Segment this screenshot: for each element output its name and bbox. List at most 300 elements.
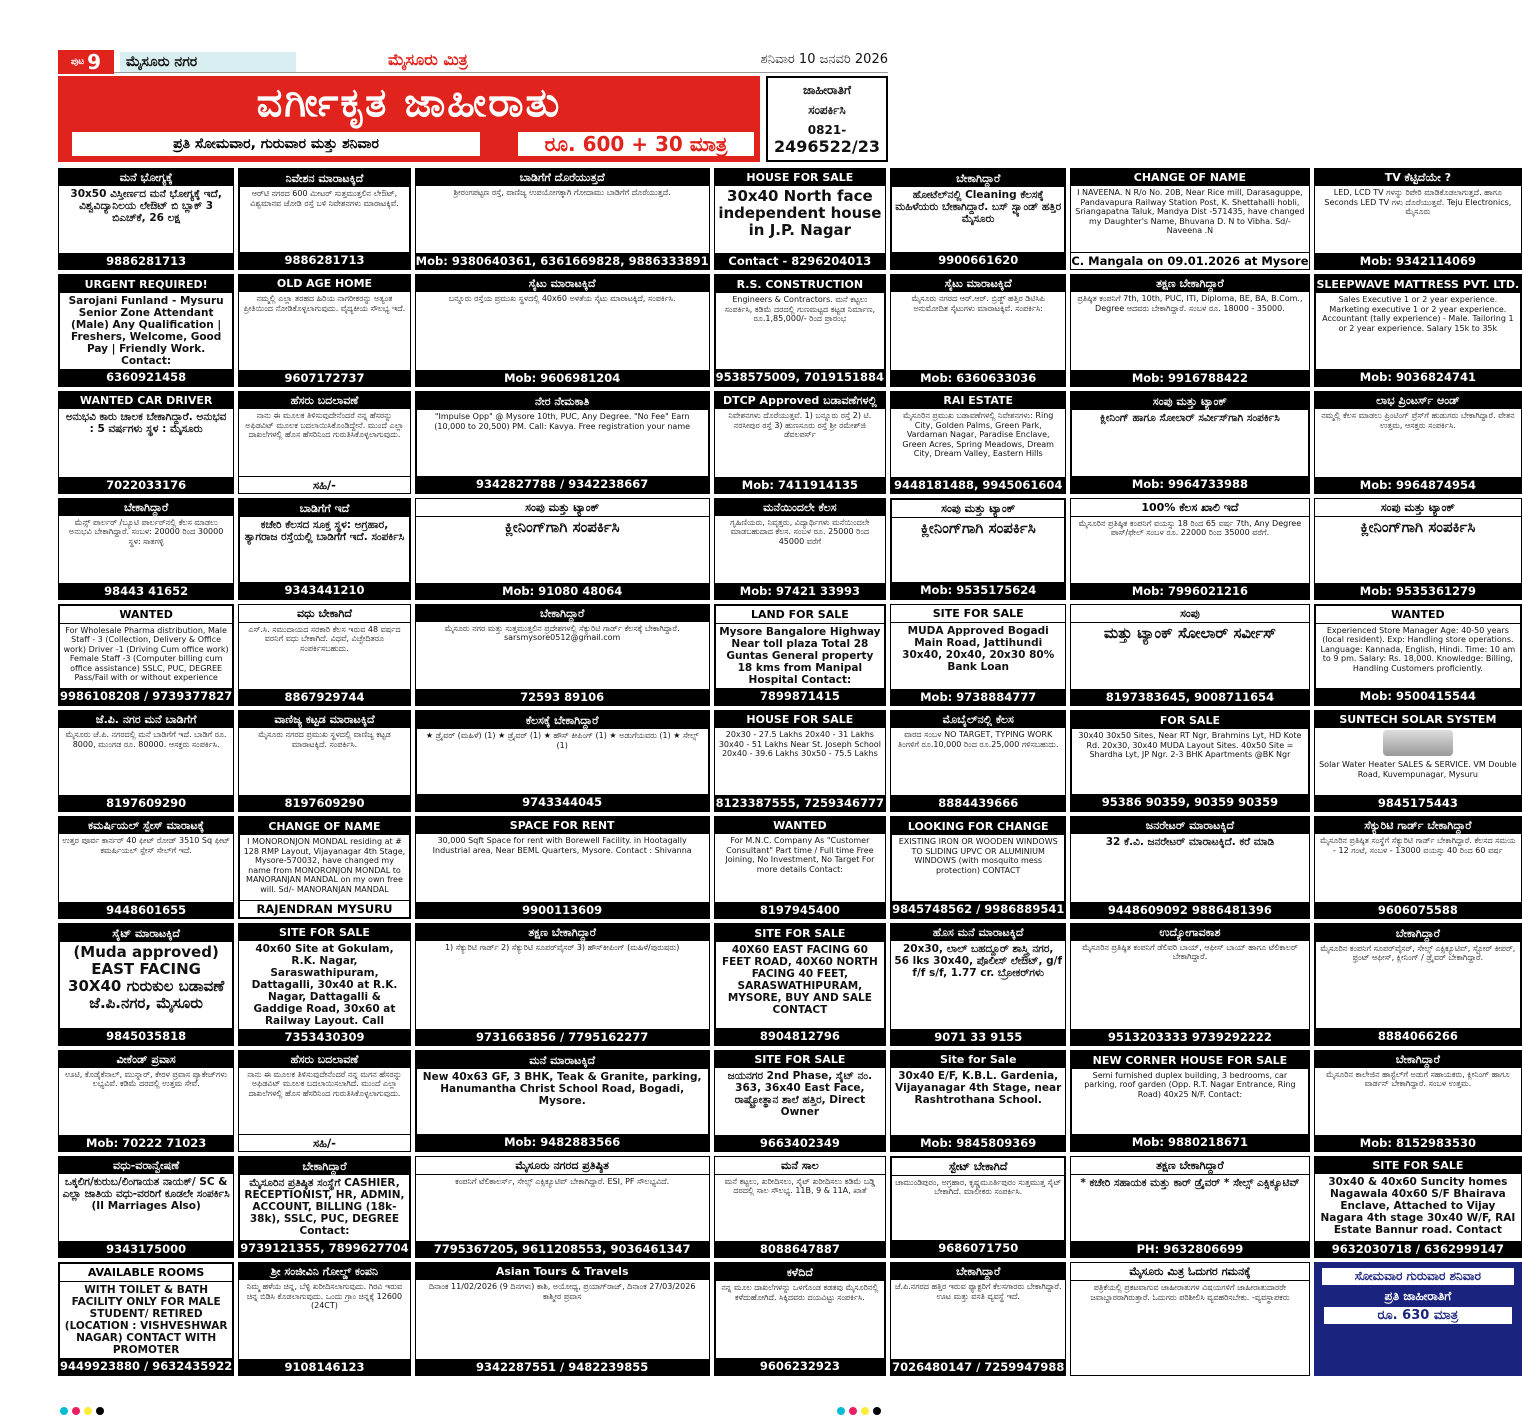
ad-heading: SPACE FOR RENT <box>416 817 709 834</box>
classified-ad <box>890 1262 1066 1376</box>
ad-contact: 95386 90359, 90359 90359 <box>1072 794 1307 810</box>
ad-heading: OLD AGE HOME <box>239 275 409 292</box>
ad-body: ಆರ್‌ಟಿ ನಗರದ 600 ಮೀಟರ್ ಸುತ್ತಮುತ್ತಲಿನ ಲೇಔಟ್, ವಿಶ್ವಮಾನವ ಜೋಡಿ ರಸ್ತೆ ಬಳಿ ನಿವೇಶನಗಳು ಮಾರಾಟಕ್ಕಿವೆ. <box>250 189 399 208</box>
ad-body: 30x50 ವಿಸ್ತೀರ್ಣದ ಮನೆ ಭೋಗ್ಯಕ್ಕೆ ಇದೆ, ವಿಶ್ವವಿದ್ಯಾನಿಲಯ ಲೇಔಟ್ ಬಿ ಬ್ಲಾಕ್ 3 ಬಿಎಚ್‌ಕೆ, 26 ಲಕ್ಷ <box>70 188 222 224</box>
ad-body: ಮೈಸೂರಿನ ಪ್ರಮುಖ ಬಡಾವಣೆಗಳಲ್ಲಿ ನಿವೇಶನಗಳು: Ring City, Golden Palms, Green Park, Vardaman Nagar, Paradise Enclave, Green Acres, Spring Meadows, Dream City, Dream Valley, Eastern Hills <box>902 411 1054 459</box>
classified-ad <box>714 710 886 812</box>
classified-ad <box>58 604 234 706</box>
ad-heading: ಲಾಭ ಪ್ರಿಂಟರ್ಸ್ ಆಂಡ್ <box>1315 392 1522 409</box>
contact-line3: 0821- <box>807 123 847 137</box>
classifieds-grid <box>58 168 1520 1376</box>
ad-contact: 9071 33 9155 <box>891 1029 1065 1045</box>
ad-body: ಉತ್ತರ ಪೂರ್ವ ಕಾರ್ನರ್ 40 ಫೀಟ್ ರೋಡ್ 3510 Sq ಫೀಟ್ ಕಮರ್ಷಿಯಲ್ ಸ್ಪೇಸ್ ಸೇಲ್‌ಗೆ ಇದೆ. <box>62 836 230 855</box>
classified-ad <box>58 498 234 600</box>
promo-subtitle: ಪ್ರತಿ ಜಾಹೀರಾತಿಗೆ <box>1384 1289 1452 1303</box>
classified-ad <box>1314 1050 1522 1152</box>
ad-contact: 72593 89106 <box>416 689 709 705</box>
ad-body: ಕಂಪನಿಗೆ ಟೆಲಿಕಾಲರ್ಸ್, ಸೇಲ್ಸ್ ಎಕ್ಸಿಕ್ಯೂಟಿವ್ ಬೇಕಾಗಿದ್ದಾರೆ. ESI, PF ಸೌಲಭ್ಯವಿದೆ. <box>455 1176 670 1186</box>
ad-body: 1) ಸೆಕ್ಯುರಿಟಿ ಗಾರ್ಡ್ 2) ಸೆಕ್ಯುರಿಟಿ ಸೂಪರ್‌ವೈಸರ್ 3) ಹೌಸ್‌ಕೀಪಿಂಗ್ (ಮಹಿಳೆ/ಪುರುಷರು) <box>444 942 680 952</box>
ad-heading: ಸೈಟ್ ಮಾರಾಟಕ್ಕಿದೆ <box>60 925 232 942</box>
ad-contact: 8088647887 <box>715 1241 885 1257</box>
ad-contact: 8867929744 <box>239 689 409 705</box>
ad-contact: 8197609290 <box>59 795 233 811</box>
ad-heading: RAI ESTATE <box>891 392 1065 409</box>
ad-contact: Mob: 9342114069 <box>1315 253 1522 269</box>
ad-heading: ಸ್ಟೇಟ್ ಬೇಕಾಗಿದೆ <box>892 1158 1064 1176</box>
classified-ad <box>714 498 886 600</box>
ad-heading: SUNTECH SOLAR SYSTEM <box>1315 711 1522 728</box>
ad-heading: ಜನರೇಟರ್ ಮಾರಾಟಕ್ಕಿದೆ <box>1071 817 1308 834</box>
classified-ad <box>415 498 710 600</box>
ad-contact: ಸಹಿ/- <box>239 476 409 493</box>
classified-ad <box>714 1050 886 1152</box>
ad-body: EXISTING IRON OR WOODEN WINDOWS TO SLIDING UPVC OR ALUMINIUM WINDOWS (with mosquito mess protection) CONTACT <box>898 837 1058 875</box>
ad-heading: DTCP Approved ಬಡಾವಣೆಗಳಲ್ಲಿ <box>715 392 885 409</box>
ad-body: ಮೈಸೂರು ನಗರದ ಆರ್.ಆರ್. ಬ್ರಿಡ್ಜ್ ಹತ್ತಿರ ಡಿಟಿಸಿಪಿ ಅನುಮೋದಿತ ಸೈಟುಗಳು ಮಾರಾಟಕ್ಕಿವೆ. ಸಂಪರ್ಕಿಸಿ: <box>911 294 1045 313</box>
ad-body: ಮೈಸೂರು ನಗರದ ಪ್ರಮುಖ ಸ್ಥಳದಲ್ಲಿ ವಾಣಿಜ್ಯ ಕಟ್ಟಡ ಮಾರಾಟಕ್ಕಿದೆ. ಸಂಪರ್ಕಿಸಿ. <box>258 730 391 749</box>
ad-body: WITH TOILET & BATH FACILITY ONLY FOR MALE STUDENT/ RETIRED (LOCATION : VISHVESHWAR NAGAR) CONTACT WITH PROMOTER <box>64 1284 228 1356</box>
ad-heading: SLEEPWAVE MATTRESS PVT. LTD. <box>1316 278 1520 292</box>
ad-body: ಎಸ್.ಸಿ. ಸಮುದಾಯದ ಸರಕಾರಿ ಕೆಲಸ ಇರುವ 48 ವರ್ಷದ ವರನಿಗೆ ವಧು ಬೇಕಾಗಿದೆ. ವಿಧವೆ, ವಿಚ್ಛೇದಿತರೂ ಸಂಪರ್ಕಿಸಬಹುದು. <box>248 624 401 653</box>
ad-contact: Mob: 9535361279 <box>1315 583 1522 599</box>
ad-contact: Mob: 97421 33993 <box>715 583 885 599</box>
ad-contact: 7026480147 / 7259947988 <box>892 1360 1065 1374</box>
ad-heading: SITE FOR SALE <box>891 605 1065 623</box>
ad-heading: ವಾಣಿಜ್ಯ ಕಟ್ಟಡ ಮಾರಾಟಕ್ಕಿದೆ <box>239 711 409 728</box>
classified-ad <box>890 923 1066 1046</box>
classified-ad <box>58 1156 234 1258</box>
classified-ad <box>238 498 410 600</box>
classified-ad <box>415 604 710 706</box>
ad-body: ಬನ್ನೂರು ರಸ್ತೆಯ ಪ್ರಮುಖ ಸ್ಥಳದಲ್ಲಿ 40x60 ಅಳತೆಯ ಸೈಟು ಮಾರಾಟಕ್ಕಿದೆ, ಸಂಪರ್ಕಿಸಿ. <box>448 294 676 304</box>
ad-heading: ಸಂಪು ಮತ್ತು ಟ್ಯಾಂಕ್ <box>1315 499 1522 517</box>
ad-heading: ಕೆಲಸಕ್ಕೆ ಬೇಕಾಗಿದ್ದಾರೆ <box>417 712 708 729</box>
contact-box <box>766 76 888 162</box>
ad-contact: 9743344045 <box>417 794 708 810</box>
ad-contact: Mob: 9606981204 <box>416 370 709 386</box>
ad-body: ನನ್ನ ಮೂಲ ದಾಖಲೆಗಳನ್ನು ಒಳಗೊಂಡ ಕಡತವು ಮೈಸೂರಿನಲ್ಲಿ ಕಳೆದುಹೋಗಿದೆ. ಸಿಕ್ಕಿದವರು ದಯವಿಟ್ಟು ಸಂಪರ್ಕಿಸಿ. <box>721 1283 879 1302</box>
solar-heater-icon <box>1383 730 1453 756</box>
ad-contact: 9606075588 <box>1315 902 1522 918</box>
ad-body: I MONORONJON MONDAL residing at # 128 RMP Layout, Vijayanagar 4th Stage, Mysore-570032, have changed my name from MONORONJON MONDAL to MANORANJAN MANDAL on my own free will. Sd/- MANORANJAN MANDAL <box>243 837 406 894</box>
ad-heading: ಕಳೆದಿದೆ <box>716 1264 884 1281</box>
ad-heading: LAND FOR SALE <box>716 606 884 624</box>
classified-ad <box>714 274 886 387</box>
contact-line1: ಜಾಹೀರಾತಿಗೆ <box>803 83 851 97</box>
page-number-badge <box>58 50 114 74</box>
ad-body: * ಕಚೇರಿ ಸಹಾಯಕ ಮತ್ತು ಕಾರ್ ಡ್ರೈವರ್ * ಸೇಲ್ಸ್ ಎಕ್ಸಿಕ್ಯೂಟಿವ್ <box>1080 1176 1300 1189</box>
classified-ad <box>1070 1262 1309 1376</box>
classified-ad <box>415 1262 710 1376</box>
classified-ad <box>415 816 710 918</box>
ad-contact: Mob: 7996021216 <box>1071 583 1308 599</box>
ad-contact: 9845035818 <box>60 1028 232 1044</box>
ad-heading: ಬಾಡಿಗೆಗೆ ದೊರೆಯುತ್ತದೆ <box>416 169 709 186</box>
classified-ad <box>415 923 710 1046</box>
ad-body: ವಾರದ ಸಂಬಳ NO TARGET, TYPING WORK ತಿಂಗಳಿಗೆ ರೂ.10,000 ರಿಂದ ರೂ.25,000 ಗಳಿಸಬಹುದು. <box>897 730 1059 749</box>
ad-contact: 7022033176 <box>59 477 233 493</box>
ad-body: For Wholesale Pharma distribution, Male Staff - 3 (Collection, Delivery & Office work) Driver -1 (Driving Cum office work) Female Staff -3 (Computer billing cum office assistance) SSLC, PUC, DEGREE Pass/Fail with or without experience <box>63 625 229 683</box>
ad-heading: ಬೇಕಾಗಿದ್ದಾರೆ <box>1315 1051 1522 1068</box>
ad-contact: 9731663856 / 7795162277 <box>416 1029 709 1045</box>
section-name: ಮೈಸೂರು ನಗರ <box>120 52 296 72</box>
page-number: 9 <box>87 50 102 74</box>
ad-body: ಒಕ್ಕಲಿಗ/ಕುರುಬ/ಲಿಂಗಾಯತ ನಾಯಕ್/ SC & ಎಲ್ಲಾ ಜಾತಿಯ ವಧು-ವರರಿಗೆ ಕೂಡಲೇ ಸಂಪರ್ಕಿಸಿ (II Marriages Also) <box>62 1175 230 1212</box>
classified-ad <box>1314 391 1522 493</box>
ad-contact: PH: 9632806699 <box>1071 1241 1308 1257</box>
ad-contact: Mob: 9535175624 <box>892 582 1064 598</box>
ad-contact: Mob: 9964733988 <box>1072 476 1307 492</box>
ad-heading: WANTED <box>715 817 885 834</box>
ad-contact: Mob: 7411914135 <box>715 477 885 493</box>
ad-heading: NEW CORNER HOUSE FOR SALE <box>1072 1052 1307 1069</box>
ad-body: 30x40 E/F, K.B.L. Gardenia, Vijayanagar 4th Stage, near Rashtrothana School. <box>895 1069 1062 1106</box>
ad-contact: Mob: 9880218671 <box>1072 1134 1307 1150</box>
classified-ad <box>714 168 886 270</box>
classified-ad <box>714 1262 886 1376</box>
ad-body: ದಿನಾಂಕ 11/02/2026 (9 ದಿನಗಳು) ಕಾಶಿ, ಅಯೋಧ್ಯ, ಪ್ರಯಾಗ್‌ರಾಜ್, ದಿನಾಂಕ 27/03/2026 ಕಾಶ್ಮೀರ ಪ್ರವಾಸ <box>428 1282 696 1301</box>
ad-body: ನಮ್ಮಲ್ಲಿ ಎಲ್ಲಾ ತರಹದ ಹಿರಿಯ ನಾಗರೀಕರನ್ನು ಅತ್ಯಂತ ಪ್ರೀತಿಯಿಂದ ನೋಡಿಕೊಳ್ಳಲಾಗುವುದು. ವೈದ್ಯಕೀಯ ಸೌಲಭ್ಯ ಇದೆ. <box>243 294 406 313</box>
ad-heading: URGENT REQUIRED! <box>60 276 232 293</box>
ad-contact: 8884439666 <box>891 795 1065 811</box>
ad-contact: 9686071750 <box>892 1240 1064 1256</box>
classified-ad <box>1070 1156 1309 1258</box>
ad-contact: 9343175000 <box>59 1241 233 1257</box>
ad-body: 20x30, ಲಾಲ್ ಬಹದ್ದೂರ್ ಶಾಸ್ತ್ರಿ ನಗರ, 56 lks 30x40, ಪೊಲೀಸ್ ಲೇಔಟ್, g/f f/f s/f, 1.77 cr. ಬ್ರೋಕರ್‌ಗಳು <box>894 942 1063 979</box>
ad-heading: Site for Sale <box>891 1051 1065 1068</box>
ad-body: For M.N.C. Company As "Customer Consultant" Part time / Full time Free Joining, No Investment, No Target For more details Contact: <box>725 836 875 874</box>
classified-ad <box>415 274 710 387</box>
ad-body: ಜಯನಗರ 2nd Phase, ಸೈಟ್ ನಂ. 363, 36x40 East Face, ರಾಷ್ಟ್ರೋತ್ಥಾನ ಶಾಲೆ ಹತ್ತಿರ, Direct Owner <box>727 1069 873 1118</box>
ad-body: ನಿವೇಶನಗಳು ದೊರೆಯುತ್ತವೆ. 1) ಬನ್ನೂರು ರಸ್ತೆ 2) ಟಿ. ನರಸೀಪುರ ರಸ್ತೆ 3) ಹುಣಸೂರು ರಸ್ತೆ ಶ್ರೀ ರಮೇಶ್‌ಜಿ ಡೆವಲಪರ್ಸ್ <box>728 411 872 440</box>
classified-ad <box>58 923 234 1046</box>
classified-ad <box>238 710 410 812</box>
ad-contact: 9108146123 <box>239 1359 409 1375</box>
ad-contact: 9886281713 <box>240 252 408 268</box>
ad-heading: ವೀಕೆಂಡ್ ಪ್ರವಾಸ <box>59 1051 233 1068</box>
ad-heading: ಮೈಸೂರು ನಗರದ ಪ್ರತಿಷ್ಠಿತ <box>416 1157 709 1175</box>
ad-contact: 9513203333 9739292222 <box>1071 1029 1308 1045</box>
ad-heading: ಬೇಕಾಗಿದ್ದಾರೆ <box>891 1263 1065 1280</box>
ad-heading: ಉದ್ಯೋಗಾವಕಾಶ <box>1071 924 1308 941</box>
classified-ad <box>238 168 410 270</box>
ad-contact: 9886281713 <box>59 253 233 269</box>
ad-body: ಕ್ಲೀನಿಂಗ್ ಹಾಗೂ ಸೋಲಾರ್ ಸರ್ವೀಸ್‌ಗಾಗಿ ಸಂಪರ್ಕಿಸಿ <box>1100 412 1280 425</box>
ad-body: 30x40 North face independent house in J.P. Nagar <box>718 187 882 239</box>
ad-body: ಮೈಸೂರಿನ ಕಂಪನಿಗೆ ಸೂಪರ್‌ವೈಸರ್, ಸೇಲ್ಸ್ ಎಕ್ಸಿಕ್ಯೂಟಿವ್, ಸ್ಟೋರ್ ಕೀಪರ್, ಫ್ರಂಟ್ ಆಫೀಸ್, ಕ್ಲೀನಿಂಗ್ / ಡ್ರೈವರ್ ಬೇಕಾಗಿದ್ದಾರೆ. <box>1320 943 1516 962</box>
print-register-left <box>60 1407 108 1418</box>
ad-body: 30,000 Sqft Space for rent with Borewell Facility. in Hootagally Industrial area, Near BEML Quarters, Mysore. Contact : Shivanna <box>432 836 692 855</box>
classified-ad <box>1314 604 1522 706</box>
ad-heading: ಬೇಕಾಗಿದ್ದಾರೆ <box>1316 925 1521 942</box>
ad-heading: ಸಂಪು ಮತ್ತು ಟ್ಯಾಂಕ್ <box>1072 393 1307 410</box>
promo-price: ರೂ. 630 ಮಾತ್ರ <box>1324 1307 1513 1324</box>
ad-contact: 9448601655 <box>59 902 233 918</box>
ad-heading: WANTED CAR DRIVER <box>59 392 233 409</box>
ad-heading: TV ಕೆಟ್ಟಿದೆಯೇ ? <box>1315 169 1522 186</box>
classified-ad <box>1070 168 1309 270</box>
ad-heading: ಕಮರ್ಷಿಯಲ್ ಸ್ಪೇಸ್ ಮಾರಾಟಕ್ಕೆ <box>59 817 233 834</box>
ad-body: ಮೈಸೂರಿನ ಕಾಲೇಜಿನ ಹಾಸ್ಟೆಲ್‌ಗೆ ಅಡುಗೆ ಸಹಾಯಕರು, ಕ್ಲೀನಿಂಗ್ ಹಾಗೂ ವಾರ್ಡನ್ ಬೇಕಾಗಿದ್ದಾರೆ. ಸಂಬಳ ಉತ್ತಮ. <box>1326 1069 1510 1088</box>
ad-body: ಕ್ಲೀನಿಂಗ್‌ಗಾಗಿ ಸಂಪರ್ಕಿಸಿ <box>1360 517 1476 536</box>
rate-promo-box <box>1314 1262 1522 1376</box>
ad-contact: 9606232923 <box>716 1358 884 1374</box>
header-strip <box>58 50 888 73</box>
classified-ad <box>238 1050 410 1152</box>
ad-body: ಮೈಸೂರಿನ ಪ್ರತಿಷ್ಠಿತ ಸಂಸ್ಥೆಗೆ ಸೆಕ್ಯುರಿಟಿ ಗಾರ್ಡ್ ಬೇಕಾಗಿದ್ದಾರೆ. ಕೆಲಸದ ಸಮಯ - 12 ಗಂಟೆ, ಸಂಬಳ - 13000 ವಯಸ್ಸು 40 ರಿಂದ 60 ವರ್ಷ <box>1320 836 1516 855</box>
ad-contact: 9845175443 <box>1315 795 1522 811</box>
ad-contact: 9448181488, 9945061604 <box>891 477 1065 493</box>
ad-heading: FOR SALE <box>1072 712 1307 729</box>
classified-ad <box>890 710 1066 812</box>
banner-schedule: ಪ್ರತಿ ಸೋಮವಾರ, ಗುರುವಾರ ಮತ್ತು ಶನಿವಾರ <box>72 132 480 156</box>
classified-ad <box>238 923 410 1046</box>
classified-ad <box>1314 168 1522 270</box>
ad-body: ಮತ್ತು ಟ್ಯಾಂಕ್ ಸೋಲಾರ್ ಸರ್ವೀಸ್ <box>1103 623 1277 642</box>
ad-heading: ಸಂಪು <box>1071 605 1308 623</box>
ad-heading: AVAILABLE ROOMS <box>60 1264 232 1282</box>
classified-ad <box>890 274 1066 387</box>
classified-ad <box>415 710 710 812</box>
classified-ad <box>1070 710 1309 812</box>
ad-contact: Mob: 91080 48064 <box>416 583 709 599</box>
promo-body <box>1315 1263 1522 1375</box>
ad-body: Semi furnished duplex building, 3 bedrooms, car parking, roof garden (Opp. R.T. Nagar Entrance, Ring Road) 40x25 N/F. Contact: <box>1084 1070 1296 1099</box>
ad-body: New 40x63 GF, 3 BHK, Teak & Granite, parking, Hanumantha Christ School Road, Bogadi, Mysore. <box>422 1070 702 1107</box>
classified-ad <box>238 604 410 706</box>
ad-contact: Mob: 9500415544 <box>1316 688 1521 704</box>
ad-heading: SITE FOR SALE <box>715 1051 885 1068</box>
ad-heading: R.S. CONSTRUCTION <box>716 276 884 293</box>
ad-body: ಹೋಟೆಲ್‌ನಲ್ಲಿ Cleaning ಕೆಲಸಕ್ಕೆ ಮಹಿಳೆಯರು ಬೇಕಾಗಿದ್ದಾರೆ. ಬಸ್ ಸ್ಟ್ಯಾಂಡ್ ಹತ್ತಿರ ಮೈಸೂರು <box>895 189 1062 225</box>
ad-heading: ಬಾಡಿಗೆಗೆ ಇದೆ <box>240 500 408 517</box>
ad-body: ಚಾಮುಂಡಿಪುರಂ, ಅಗ್ರಹಾರ, ಕೃಷ್ಣಮೂರ್ತಿಪುರಂ ಸುತ್ತಮುತ್ತ ಸೈಟ್ ಬೇಕಾಗಿದೆ. ಮಾಲೀಕರು ಸಂಪರ್ಕಿಸಿ. <box>895 1177 1062 1197</box>
ad-body: ಮನೆ ಕಟ್ಟಲು, ಖರೀದಿಸಲು, ಸೈಟ್ ಖರೀದಿಸಲು ಕಡಿಮೆ ಬಡ್ಡಿ ದರದಲ್ಲಿ ಸಾಲ ಸೌಲಭ್ಯ. 11B, 9 & 11A, ಖಾತೆ <box>724 1176 876 1196</box>
ad-heading: ಸೆಕ್ಯುರಿಟಿ ಗಾರ್ಡ್ ಬೇಕಾಗಿದ್ದಾರೆ <box>1315 817 1522 834</box>
classified-ad <box>714 391 886 493</box>
ad-contact: 9739121355, 7899627704 <box>240 1241 409 1255</box>
ad-contact: Mob: 8152983530 <box>1315 1135 1522 1151</box>
ad-contact: Contact - 8296204013 <box>715 253 885 269</box>
classified-ad <box>415 168 710 270</box>
ad-body: Mysore Bangalore Highway Near toll plaza Total 28 Guntas General property 18 kms from Manipal Hospital Contact: <box>719 625 881 686</box>
ad-heading: ಬೇಕಾಗಿದ್ದಾರೆ <box>59 499 233 516</box>
contact-phone: 2496522/23 <box>773 137 881 156</box>
page-label: ಪುಟ <box>70 57 85 67</box>
ad-body: 32 ಕೆ.ವಿ. ಜನರೇಟರ್ ಮಾರಾಟಕ್ಕಿದೆ. ಕರೆ ಮಾಡಿ <box>1105 836 1275 849</box>
ad-heading: ಬೇಕಾಗಿದ್ದಾರೆ <box>892 170 1064 187</box>
ad-body: Sales Executive 1 or 2 year experience. Marketing executive 1 or 2 year experience. Accountant (tally experience) - Male. Tailoring 1 or 2 year experience. Salary 15k to 35k <box>1322 295 1514 333</box>
ad-body: ಮೈಸೂರಿನ ಪ್ರತಿಷ್ಠಿತ ಸಂಸ್ಥೆಗೆ CASHIER, RECEPTIONIST, HR, ADMIN, ACCOUNT, BILLING (18k-38k), SSLC, PUC, DEGREE Contact: <box>244 1176 405 1237</box>
ad-body: MUDA Approved Bogadi Main Road, Jattihundi 30x40, 20x40, 20x30 80% Bank Loan <box>902 624 1055 673</box>
ad-body: Solar Water Heater SALES & SERVICE. VM Double Road, Kuvempunagar, Mysuru <box>1319 760 1517 779</box>
ad-body: LED, LCD TV ಗಳನ್ನು ರಿಪೇರಿ ಮಾಡಿಕೊಡಲಾಗುತ್ತದೆ. ಹಾಗೂ Seconds LED TV ಗಳು ದೊರೆಯುತ್ತವೆ. Teju Electronics, ಮೈಸೂರು <box>1324 188 1512 216</box>
ad-heading: ಮನೆ ಮಾರಾಟಕ್ಕಿದೆ <box>417 1052 708 1069</box>
classified-ad <box>1070 923 1309 1046</box>
classified-ad <box>58 391 234 493</box>
ad-body: ಕ್ಲೀನಿಂಗ್‌ಗಾಗಿ ಸಂಪರ್ಕಿಸಿ <box>920 518 1036 537</box>
classifieds-banner <box>58 76 760 162</box>
ad-body: ಮೈಸೂರು ನಗರ ಮತ್ತು ಸುತ್ತಮುತ್ತಲಿನ ಪ್ರದೇಶಗಳಲ್ಲಿ ಸೆಕ್ಯುರಿಟಿ ಗಾರ್ಡ್ ಕೆಲಸಕ್ಕೆ ಬೇಕಾಗಿದ್ದಾರೆ. sarsmysore0512@gmail.com <box>444 623 680 643</box>
ad-contact: 8197945400 <box>715 902 885 918</box>
ad-body: ಪತ್ರಿಕೆಯಲ್ಲಿ ಪ್ರಕಟವಾಗುವ ಜಾಹೀರಾತುಗಳ ವಿಷಯಗಳಿಗೆ ಜಾಹೀರಾತುದಾರರೇ ಜವಾಬ್ದಾರರಾಗಿರುತ್ತಾರೆ. ಓದುಗರು ಪರಿಶೀಲಿಸಿ ವ್ಯವಹರಿಸಬೇಕು. -ವ್ಯವಸ್ಥಾಪಕರು <box>1090 1283 1290 1302</box>
ad-heading: 100% ಕೆಲಸ ಖಾಲಿ ಇದೆ <box>1071 499 1308 517</box>
classified-ad <box>1070 274 1309 387</box>
classified-ad <box>1070 1050 1309 1152</box>
classified-ad <box>58 710 234 812</box>
ad-body: Experienced Store Manager Age: 40-50 years (local resident). Exp: Handling store operations. Language: Kannada, English, Hindi. Time: 10 am to 9 pm. Salary: Rs. 18,000. Knowledge: Billing, Handling Customers proficiently. <box>1320 625 1516 673</box>
ad-body: ನಾನು ಈ ಮೂಲಕ ತಿಳಿಸುವುದೇನೆಂದರೆ ನನ್ನ ಹೆಸರನ್ನು ಅಫಿಡವಿಟ್ ಮೂಲಕ ಬದಲಾಯಿಸಿಕೊಂಡಿದ್ದೇನೆ. ಮುಂದೆ ಎಲ್ಲಾ ದಾಖಲೆಗಳಲ್ಲಿ ಹೊಸ ಹೆಸರಿನಿಂದ ಗುರುತಿಸಿಕೊಳ್ಳಲಾಗುವುದು. <box>245 411 404 440</box>
ad-heading: ಸೈಟು ಮಾರಾಟಕ್ಕಿದೆ <box>416 275 709 292</box>
ad-body: ಕಚೇರಿ ಕೆಲಸದ ಸೂಕ್ತ ಸ್ಥಳ: ಅಗ್ರಹಾರ, ತ್ಯಾಗರಾಜ ರಸ್ತೆಯಲ್ಲಿ ಬಾಡಿಗೆಗೆ ಇದೆ. ಸಂಪರ್ಕಿಸಿ <box>244 518 405 543</box>
classified-ad <box>1070 816 1309 918</box>
classified-ad <box>238 816 410 918</box>
classified-ad <box>1314 816 1522 918</box>
classified-ad <box>1070 604 1309 706</box>
ad-contact: 8197609290 <box>239 795 409 811</box>
issue-date: ಶನಿವಾರ 10 ಜನವರಿ 2026 <box>760 52 888 67</box>
classified-ad <box>890 816 1066 918</box>
ad-body: ಮೆನ್ಸ್ ಪಾರ್ಲರ್ /ಬ್ಯೂಟಿ ಪಾರ್ಲರ್‌ನಲ್ಲಿ ಕೆಲಸ ಮಾಡಲು ಅನುಭವಿ ಬೇಕಾಗಿದ್ದಾರೆ. ಸಂಬಳ: 20000 ರಿಂದ 30000 ಸ್ಥಳ: ಸಾತಗಳ್ಳಿ <box>68 517 224 546</box>
ad-heading: ಶ್ರೀ ಸಂಜೀವಿನಿ ಗೋಲ್ಡ್ ಕಂಪನಿ <box>239 1263 409 1280</box>
classified-ad <box>1314 1156 1522 1258</box>
ad-body: ಮೈಸೂರಿನ ಪ್ರತಿಷ್ಠಿತ ಕಂಪನಿಗೆ ಡೆಲಿವರಿ ಬಾಯ್, ಆಫೀಸ್ ಬಾಯ್ ಹಾಗೂ ಟೆಲಿಕಾಲರ್ ಬೇಕಾಗಿದ್ದಾರೆ. <box>1082 942 1298 961</box>
ad-heading: ಮೊಬೈಲ್‌ನಲ್ಲಿ ಕೆಲಸ <box>891 711 1065 728</box>
ad-heading: SITE FOR SALE <box>716 925 884 942</box>
ad-contact: 8904812796 <box>716 1028 884 1044</box>
ad-contact: 7899871415 <box>716 688 884 704</box>
ad-heading: WANTED <box>60 606 232 624</box>
classified-ad <box>415 1050 710 1152</box>
classified-ad <box>58 274 234 387</box>
classified-ad <box>890 604 1066 706</box>
ad-contact: 8123387555, 7259346777 <box>715 796 885 811</box>
classified-ad <box>238 274 410 387</box>
ad-body: I NAVEENA. N R/o No. 20B, Near Rice mill, Darasaguppe, Pandavapura Railway Station Post, K. Shettahalli hobli, Sriangapatna Taluk, Mandya Dist -571435, have changed my Daughter's Name, Bhuvana D. N to Vibha. Sd/- Naveena .N <box>1075 188 1305 235</box>
ad-body: ಮೈಸೂರಿನ ಪ್ರತಿಷ್ಠಿತ ಕಂಪನಿಗೆ ವಯಸ್ಸು 18 ರಿಂದ 65 ವರ್ಷ 7th, Any Degree ಪಾಸ್/ಫೇಲ್ ಸಂಬಳ ರೂ. 22000 ರಿಂದ 35000 ವರೆಗೆ. <box>1078 518 1302 537</box>
ad-contact: 8884066266 <box>1316 1028 1521 1044</box>
ad-body: Sarojani Funland - Mysuru Senior Zone Attendant (Male) Any Qualification | Freshers, Welcome, Good Pay | Friendly Work. Contact: <box>68 295 224 368</box>
ad-heading: SITE FOR SALE <box>239 924 409 941</box>
ad-contact: ಸಹಿ/- <box>239 1134 409 1151</box>
classified-ad <box>890 1156 1066 1258</box>
ad-contact: 9449923880 / 9632435922 <box>60 1359 233 1373</box>
classified-ad <box>890 168 1066 270</box>
classified-ad <box>1314 498 1522 600</box>
ad-contact: Mob: 9380640361, 6361669828, 9886333891 <box>415 254 709 269</box>
ad-heading: ಮನೆ ಭೋಗ್ಯಕ್ಕೆ <box>59 169 233 186</box>
ad-contact: 7353430309 <box>239 1029 409 1045</box>
ad-contact: Mob: 9964874954 <box>1315 477 1522 493</box>
ad-heading: HOUSE FOR SALE <box>715 711 885 728</box>
ad-heading: ಹೆಸರು ಬದಲಾವಣೆ <box>239 392 409 409</box>
ad-body: 30x40 & 40x60 Suncity homes Nagawala 40x60 S/F Bhairava Enclave, Attached to Vijay Nagara 4th stage 30x40 W/F, RAI Estate Bannur road. Contact <box>1320 1175 1516 1236</box>
classified-ad <box>1070 498 1309 600</box>
ad-contact: 9343441210 <box>240 582 408 598</box>
ad-heading: ವಧು ಬೇಕಾಗಿದೆ <box>239 605 409 623</box>
classified-ad <box>1314 274 1522 387</box>
ad-body: Engineers & Contractors. ಮನೆ ಕಟ್ಟಲು ಸಂಪರ್ಕಿಸಿ, ಕಡಿಮೆ ದರದಲ್ಲಿ ಗುಣಮಟ್ಟದ ಕಟ್ಟಡ ನಿರ್ಮಾಣ, ರೂ.1,85,000/- ರಿಂದ ಪ್ರಾರಂಭ <box>724 295 876 324</box>
classified-ad <box>714 1156 886 1258</box>
ad-contact: 7795367205, 9611208553, 9036461347 <box>416 1241 709 1257</box>
ad-heading: ಬೇಕಾಗಿದ್ದಾರೆ <box>416 605 709 622</box>
promo-days: ಸೋಮವಾರ ಗುರುವಾರ ಶನಿವಾರ <box>1322 1268 1515 1285</box>
ad-body: ನಮ್ಮಲ್ಲಿ ಕೆಲಸ ಮಾಡಲು ಪ್ರಿಂಟಿಂಗ್ ಪ್ರೆಸ್‌ಗೆ ಹುಡುಗರು ಬೇಕಾಗಿದ್ದಾರೆ. ವೇತನ ಉತ್ತಮ, ಆಸಕ್ತರು ಸಂಪರ್ಕಿಸಿ. <box>1321 411 1515 430</box>
ad-heading: ಹೊಸ ಮನೆ ಮಾರಾಟಕ್ಕಿದೆ <box>891 924 1065 941</box>
ad-contact: Mob: 9738884777 <box>891 689 1065 705</box>
classified-ad <box>58 1050 234 1152</box>
ad-body: ಶ್ರೀರಂಗಪಟ್ಟಣ ರಸ್ತೆ, ವಾಣಿಜ್ಯ ಉಪಯೋಗಕ್ಕಾಗಿ ಗೋದಾಮು ಬಾಡಿಗೆಗೆ ದೊರೆಯುತ್ತದೆ. <box>453 188 671 197</box>
ad-body: (Muda approved) EAST FACING 30X40 ಗುರುಕುಲ ಬಡಾವಣೆ ಜೆ.ಪಿ.ನಗರ, ಮೈಸೂರು <box>68 942 225 1012</box>
paper-logo: ಮೈಸೂರು ಮಿತ್ರ <box>388 50 468 69</box>
ad-contact: 9986108208 / 9739377827 <box>60 689 233 703</box>
classified-ad <box>238 1156 410 1258</box>
ad-body: 40x60 Site at Gokulam, R.K. Nagar, Saraswathipuram, Dattagalli, 30x40 at R.K. Nagar, Dattagalli & Gaddige Road, 30x60 at Railway Layout. Call <box>251 942 398 1027</box>
ad-heading: Asian Tours & Travels <box>416 1263 709 1280</box>
ad-contact: 9538575009, 7019151884 <box>715 370 885 385</box>
ad-body: ಜೆ.ಪಿ.ನಗರದ ಹತ್ತಿರ ಇರುವ ಫ್ಯಾಕ್ಟರಿಗೆ ಕೆಲಸಗಾರರು ಬೇಕಾಗಿದ್ದಾರೆ. ಊಟ ಮತ್ತು ವಸತಿ ವ್ಯವಸ್ಥೆ ಇದೆ. <box>894 1282 1062 1301</box>
ad-body: ಪ್ರತಿಷ್ಠಿತ ಕಂಪನಿಗೆ 7th, 10th, PUC, ITI, Diploma, BE, BA, B.Com., Degree ಆದವರು ಬೇಕಾಗಿದ್ದಾರೆ. ಸಂಬಳ ರೂ. 18000 - 35000. <box>1077 294 1303 313</box>
ad-heading: WANTED <box>1316 606 1521 624</box>
classified-ad <box>890 498 1066 600</box>
ad-heading: ವಧು-ವರಾನ್ವೇಷಣೆ <box>59 1157 233 1174</box>
ad-contact: 9663402349 <box>715 1135 885 1151</box>
ad-body: 30x40 30x50 Sites, Near RT Ngr, Brahmins Lyt, HD Kote Rd. 20x30, 30x40 MUDA Layout Sites. 40x50 Site = Shardha Lyt, JP Ngr. 2-3 BHK Apartments @BK Ngr <box>1078 731 1302 759</box>
ad-heading: ತಕ್ಷಣ ಬೇಕಾಗಿದ್ದಾರೆ <box>1071 275 1308 292</box>
contact-line2: ಸಂಪರ್ಕಿಸಿ <box>808 103 846 117</box>
ad-heading: ಮೈಸೂರು ಮಿತ್ರ ಓದುಗರ ಗಮನಕ್ಕೆ <box>1071 1263 1308 1281</box>
ad-contact: 9632030718 / 6362999147 <box>1315 1241 1522 1257</box>
ad-contact: Mob: 9916788422 <box>1071 370 1308 386</box>
ad-contact: 9900661620 <box>892 252 1064 268</box>
ad-contact: 9342287551 / 9482239855 <box>416 1359 709 1375</box>
ad-body: ★ ಡ್ರೈವರ್ (ಮಹಿಳೆ) (1) ★ ಡ್ರೈವರ್ (1) ★ ಹೌಸ್ ಕೀಪಿಂಗ್ (1) ★ ಅಡುಗೆಯವರು (1) ★ ಸೇಲ್ಸ್ (1) <box>425 731 699 750</box>
ad-heading: ಸಂಪು ಮತ್ತು ಟ್ಯಾಂಕ್ <box>416 499 709 517</box>
ad-heading: ಬೇಕಾಗಿದ್ದಾರೆ <box>240 1158 408 1175</box>
classified-ad <box>415 391 710 493</box>
ad-heading: SITE FOR SALE <box>1315 1157 1522 1174</box>
ad-heading: ಸಂಪು ಮತ್ತು ಟ್ಯಾಂಕ್ <box>892 500 1064 518</box>
classified-ad <box>58 1262 234 1376</box>
ad-contact: Mob: 70222 71023 <box>59 1135 233 1151</box>
ad-heading: ಹೆಸರು ಬದಲಾವಣೆ <box>239 1051 409 1068</box>
ad-contact: Mob: 9845809369 <box>891 1135 1065 1151</box>
ad-heading: ಮನೆಯಿಂದಲೇ ಕೆಲಸ <box>715 499 885 516</box>
ad-contact: 6360921458 <box>60 369 232 385</box>
ad-heading: ಮನೆ ಸಾಲ <box>715 1157 885 1175</box>
ad-body: 40X60 EAST FACING 60 FEET ROAD, 40X60 NORTH FACING 40 FEET, SARASWATHIPURAM, MYSORE, BUY AND SALE CONTACT <box>721 943 878 1016</box>
ad-heading: ಸೈಟು ಮಾರಾಟಕ್ಕಿದೆ <box>891 275 1065 292</box>
banner-price: ರೂ. 600 + 30 ಮಾತ್ರ <box>518 132 754 156</box>
ad-heading: ತಕ್ಷಣ ಬೇಕಾಗಿದ್ದಾರೆ <box>416 924 709 941</box>
ad-contact: 98443 41652 <box>59 583 233 599</box>
ad-contact: 9342827788 / 9342238667 <box>417 476 708 492</box>
ad-contact: Mob: 9482883566 <box>417 1134 708 1150</box>
ad-contact: 9845748562 / 9986889541 <box>892 901 1065 916</box>
ad-body: "Impulse Opp" @ Mysore 10th, PUC, Any Degree. "No Fee" Earn (10,000 to 20,500) PM. Call: Kavya. Free registration your name <box>434 412 691 431</box>
classified-ad <box>238 1262 410 1376</box>
ad-heading: CHANGE OF NAME <box>1071 169 1308 186</box>
ad-body: ಗೃಹಿಣಿಯರು, ನಿವೃತ್ತರು, ವಿದ್ಯಾರ್ಥಿಗಳು ಮನೆಯಿಂದಲೇ ಮಾಡಬಹುದಾದ ಕೆಲಸ. ಸಂಬಳ ರೂ. 25000 ರಿಂದ 45000 ವರೆಗೆ <box>730 517 870 546</box>
ad-body: ಊಟಿ, ಕೊಡೈಕೆನಾಲ್, ಮುನ್ನಾರ್, ಕೇರಳ ಪ್ರವಾಸ ಪ್ಯಾಕೇಜ್‌ಗಳು ಲಭ್ಯವಿವೆ. ಕಡಿಮೆ ದರದಲ್ಲಿ ಉತ್ತಮ ಸೇವೆ. <box>65 1069 228 1088</box>
ad-heading: ನೇರ ನೇಮಕಾತಿ <box>417 393 708 410</box>
ad-contact: 8197383645, 9008711654 <box>1071 689 1308 705</box>
ad-body: ಅನುಭವಿ ಕಾರು ಚಾಲಕ ಬೇಕಾಗಿದ್ದಾರೆ. ಅನುಭವ : 5 ವರ್ಷಗಳು ಸ್ಥಳ : ಮೈಸೂರು <box>65 411 227 436</box>
classified-ad <box>58 168 234 270</box>
ad-contact: RAJENDRAN MYSURU <box>240 900 408 917</box>
ad-body: ಮೈಸೂರು ಜೆ.ಪಿ. ನಗರದಲ್ಲಿ ಮನೆ ಬಾಡಿಗೆಗೆ ಇದೆ. ಬಾಡಿಗೆ ರೂ. 8000, ಮುಂಗಡ ರೂ. 80000. ಆಸಕ್ತರು ಸಂಪರ್ಕಿಸಿ. <box>65 730 227 749</box>
print-register-right <box>837 1407 885 1418</box>
